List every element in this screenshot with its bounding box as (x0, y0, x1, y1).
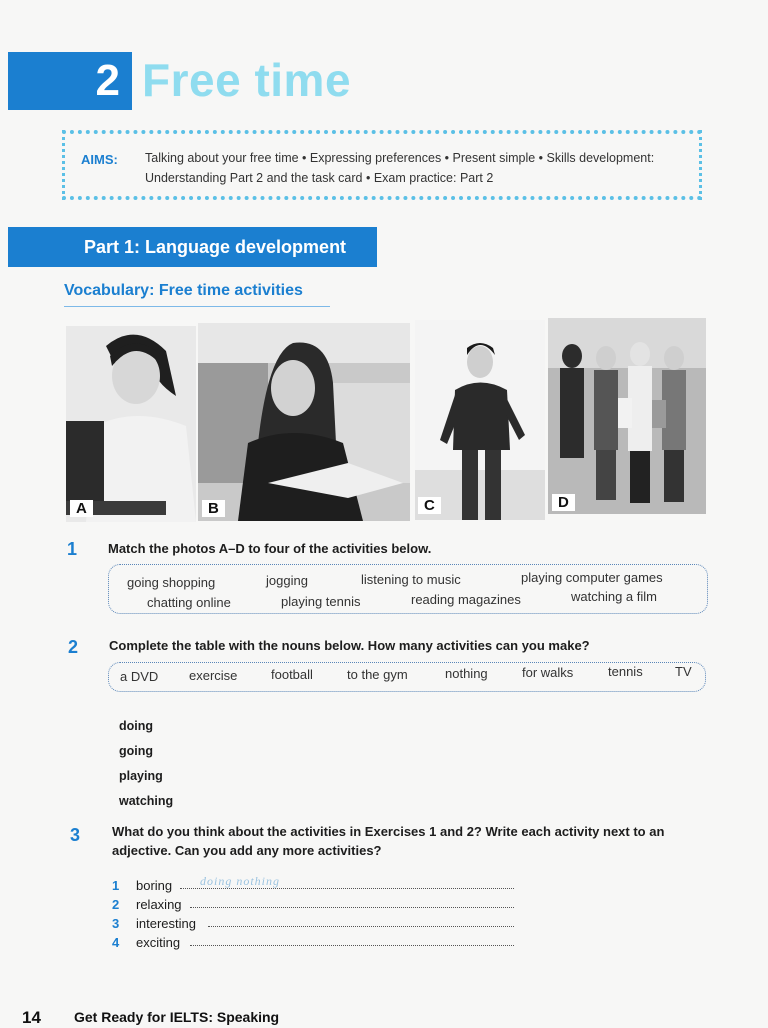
book-title: Get Ready for IELTS: Speaking (74, 1009, 280, 1025)
word-tennis: tennis (608, 664, 643, 679)
photo-a-label: A (70, 500, 93, 517)
verb-doing: doing (119, 719, 154, 733)
photo-c-label: C (418, 497, 441, 514)
word-reading-magazines: reading magazines (411, 592, 521, 607)
word-watching-a-film: watching a film (571, 589, 657, 604)
aims-label: AIMS: (81, 152, 118, 167)
unit-number: 2 (8, 52, 132, 110)
word-playing-tennis: playing tennis (281, 594, 361, 609)
exercise-1-instruction: Match the photos A–D to four of the activities below. (108, 541, 432, 556)
exercise-3-instruction (112, 822, 664, 860)
verb-going: going (119, 744, 154, 758)
word-nothing: nothing (445, 666, 488, 681)
adjective-row-3 (112, 916, 196, 931)
aims-text (145, 148, 690, 188)
verb-playing: playing (119, 769, 163, 783)
answer-line-2[interactable] (190, 907, 514, 908)
word-listening-to-music: listening to music (361, 572, 461, 587)
photo-b (198, 323, 410, 521)
aims-line-2: Understanding Part 2 and the task card • Exam practice: Part 2 (145, 171, 494, 185)
aims-box (62, 130, 702, 200)
adjective-relaxing: relaxing (136, 897, 182, 912)
page-number: 14 (22, 1008, 41, 1027)
exercise-2-word-box (108, 662, 706, 692)
word-exercise: exercise (189, 668, 238, 683)
adjective-boring: boring (136, 878, 173, 893)
unit-title: Free time (142, 54, 352, 106)
photo-d-label: D (552, 494, 575, 511)
word-a-dvd: a DVD (120, 669, 159, 684)
adjective-number-4: 4 (112, 935, 120, 950)
photo-b-label: B (202, 500, 225, 517)
adjective-interesting: interesting (136, 916, 196, 931)
section-title: Part 1: Language development (8, 227, 377, 267)
adjective-row-4 (112, 935, 180, 950)
adjective-number-1: 1 (112, 878, 120, 893)
word-for-walks: for walks (522, 665, 574, 680)
photo-a (66, 326, 196, 522)
exercise-3-line-2: adjective. Can you add any more activities? (112, 843, 382, 858)
adjective-exciting: exciting (136, 935, 181, 950)
exercise-2-number: 2 (68, 637, 79, 657)
adjective-row-1 (112, 878, 172, 893)
word-tv: TV (675, 664, 692, 679)
adjective-row-2 (112, 897, 182, 912)
adjective-number-2: 2 (112, 897, 120, 912)
answer-line-3[interactable] (208, 926, 514, 927)
photo-d (548, 318, 706, 514)
exercise-1-number: 1 (67, 539, 78, 559)
word-playing-computer-games: playing computer games (521, 570, 663, 585)
answer-line-4[interactable] (190, 945, 514, 946)
word-going-shopping: going shopping (127, 575, 216, 590)
exercise-3-number: 3 (70, 825, 81, 845)
exercise-2-instruction: Complete the table with the nouns below. How many activities can you make? (109, 638, 590, 653)
exercise-1-word-box (108, 564, 708, 614)
word-jogging: jogging (266, 573, 308, 588)
aims-line-1: Talking about your free time • Expressing preferences • Present simple • Skills development: (145, 151, 655, 165)
word-football: football (271, 667, 313, 682)
exercise-3-line-1: What do you think about the activities in Exercises 1 and 2? Write each activity next to an (112, 824, 665, 839)
handwritten-answer: doing nothing (200, 874, 281, 888)
photo-c (415, 320, 545, 520)
verb-watching: watching (119, 794, 174, 808)
word-to-the-gym: to the gym (347, 667, 408, 682)
vocabulary-title: Vocabulary: Free time activities (64, 282, 330, 307)
word-chatting-online: chatting online (147, 595, 231, 610)
adjective-number-3: 3 (112, 916, 120, 931)
